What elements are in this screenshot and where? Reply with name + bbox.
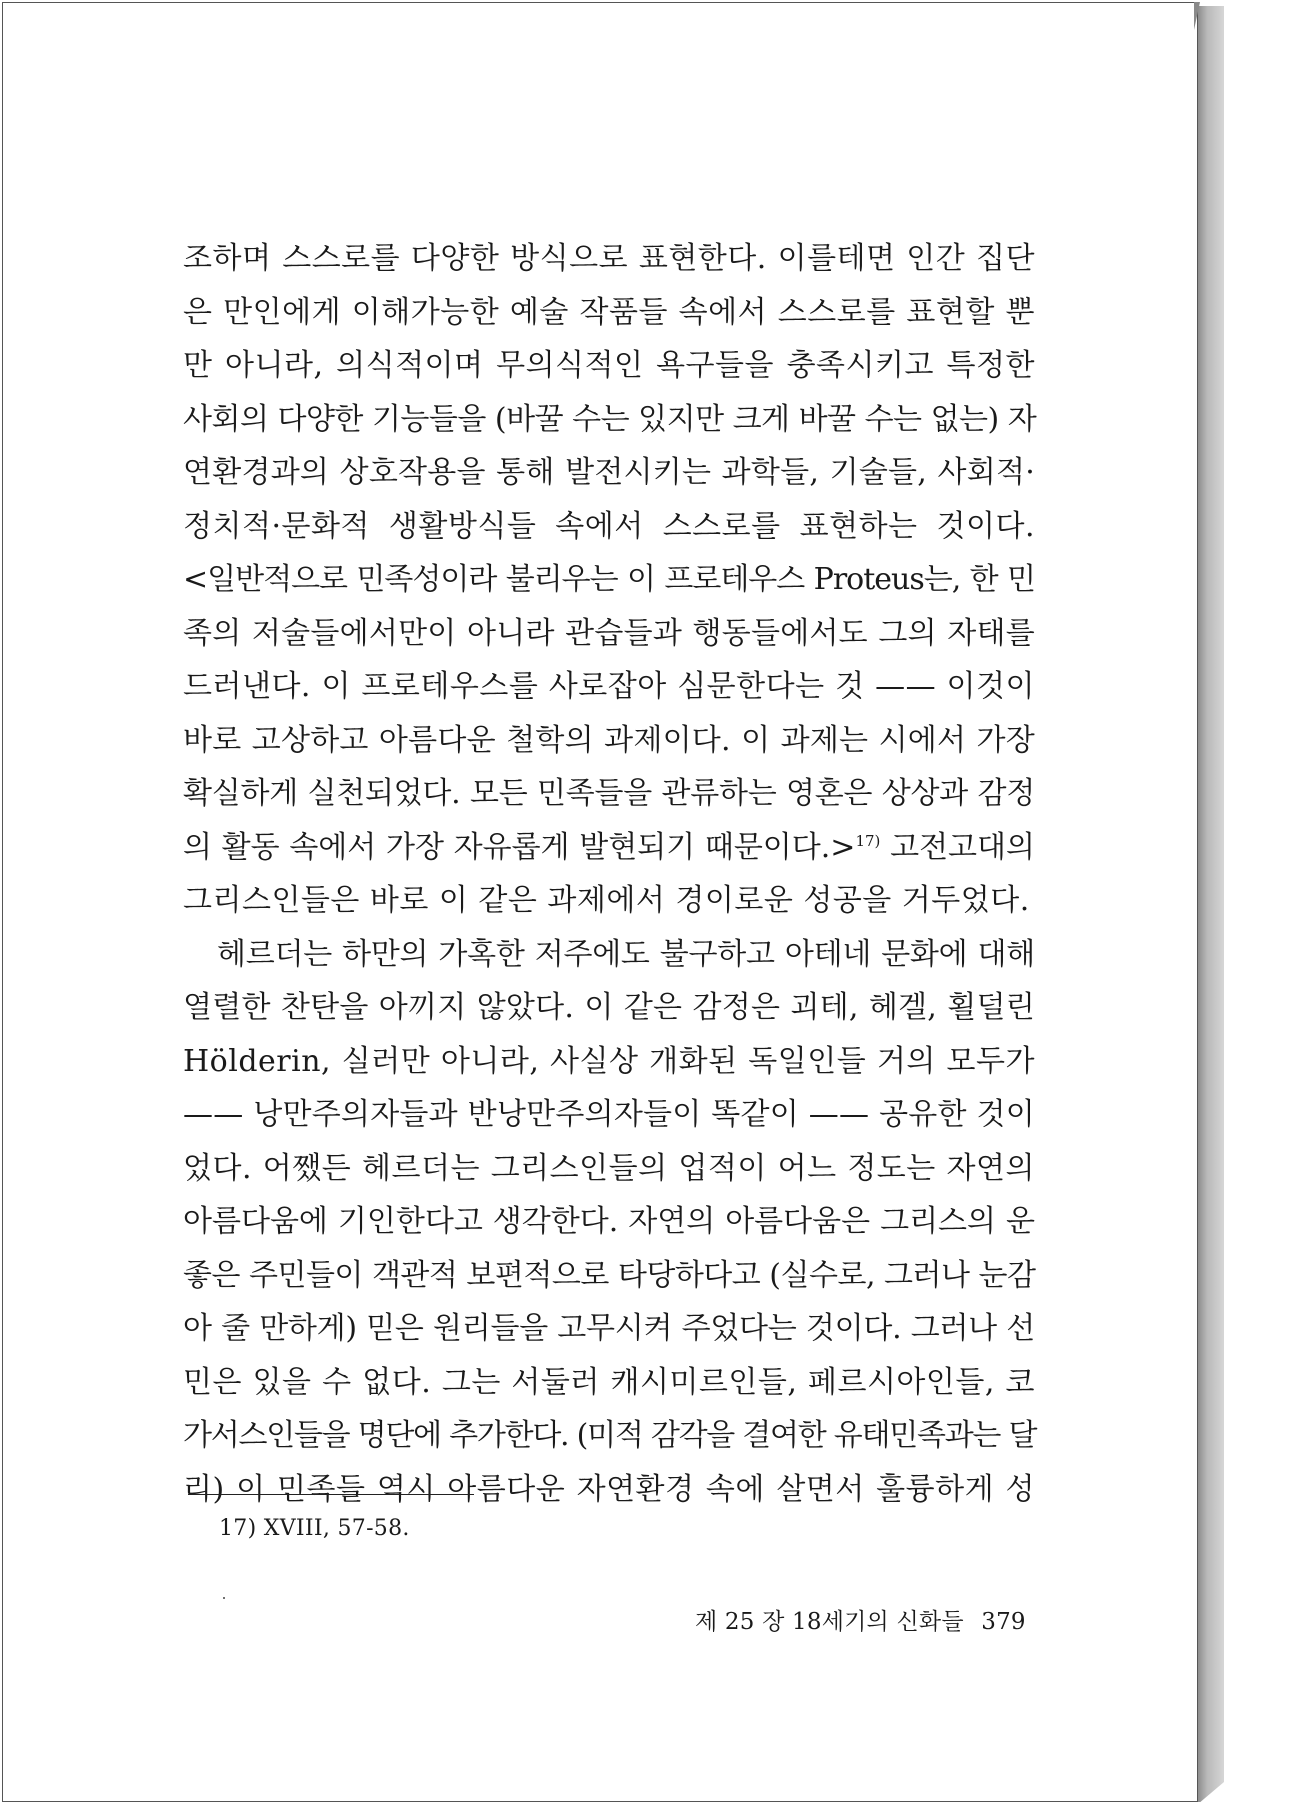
text-line: 은 만인에게 이해가능한 예술 작품들 속에서 스스로를 표현할 뿐 (183, 294, 1035, 330)
text-line: Hölderin, 실러만 아니라, 사실상 개화된 독일인들 거의 모두가 (183, 1043, 1035, 1079)
text-line: 좋은 주민들이 객관적 보편적으로 타당하다고 (실수로, 그러나 눈감 (183, 1257, 1036, 1293)
text-line: 연환경과의 상호작용을 통해 발전시키는 과학들, 기술들, 사회적· (183, 455, 1035, 490)
text-line: 사회의 다양한 기능들을 (바꿀 수는 있지만 크게 바꿀 수는 없는) 자 (183, 401, 1037, 437)
footnote: 17) XVIII, 57-58. (219, 1516, 410, 1541)
text-line: 바로 고상하고 아름다운 철학의 과제이다. 이 과제는 시에서 가장 (183, 722, 1035, 758)
text-line: 족의 저술들에서만이 아니라 관습들과 행동들에서도 그의 자태를 (183, 615, 1035, 651)
text-line: 가서스인들을 명단에 추가한다. (미적 감각을 결여한 유태민족과는 달 (183, 1418, 1037, 1453)
page-number: 379 (981, 1609, 1026, 1635)
text-line: 드러낸다. 이 프로테우스를 사로잡아 심문한다는 것 —— 이것이 (183, 669, 1035, 704)
text-line: 확실하게 실천되었다. 모든 민족들을 관류하는 영혼은 상상과 감정 (183, 776, 1035, 811)
text-line: 만 아니라, 의식적이며 무의식적인 욕구들을 충족시키고 특정한 (183, 348, 1035, 383)
footnote-reference[interactable]: 17) (855, 831, 881, 850)
chapter-label: 제 25 장 (695, 1609, 785, 1635)
text-line-with-footnote (183, 821, 1035, 875)
page-edge-top-fold (1194, 2, 1200, 30)
text-line: 었다. 어쨌든 헤르더는 그리스인들의 업적이 어느 정도는 자연의 (183, 1150, 1035, 1186)
page-edge-shadow (1198, 6, 1224, 1802)
text-line: 민은 있을 수 없다. 그는 서둘러 캐시미르인들, 페르시아인들, 코 (183, 1364, 1035, 1400)
text-line-head: 의 활동 속에서 가장 자유롭게 발현되기 때문이다.> (183, 829, 856, 865)
text-line: 열렬한 찬탄을 아끼지 않았다. 이 같은 감정은 괴테, 헤겔, 횔덜린 (183, 990, 1035, 1025)
text-line: <일반적으로 민족성이라 불리우는 이 프로테우스 Proteus는, 한 민 (183, 562, 1035, 597)
body-text (183, 232, 1035, 1516)
text-line: 조하며 스스로를 다양한 방식으로 표현한다. 이를테면 인간 집단 (183, 241, 1035, 276)
footnote-divider (188, 1494, 474, 1495)
text-line: 아름다움에 기인한다고 생각한다. 자연의 아름다움은 그리스의 운 (183, 1204, 1035, 1239)
text-line: 정치적·문화적 생활방식들 속에서 스스로를 표현하는 것이다. (183, 508, 1035, 544)
paragraph-start-line: 헤르더는 하만의 가혹한 저주에도 불구하고 아테네 문화에 대해 (217, 936, 1035, 972)
text-line: 리) 이 민족들 역시 아름다운 자연환경 속에 살면서 훌륭하게 성 (183, 1471, 1035, 1507)
page-edge-bottom-fold (1198, 1782, 1224, 1804)
text-line: —— 낭만주의자들과 반낭만주의자들이 똑같이 —— 공유한 것이 (183, 1097, 1036, 1132)
running-footer (695, 1604, 1026, 1640)
print-speck (223, 1597, 225, 1599)
paragraph-end-line: 그리스인들은 바로 이 같은 과제에서 경이로운 성공을 거두었다. (183, 883, 1030, 918)
text-line-tail: 고전고대의 (880, 829, 1036, 865)
chapter-title: 18세기의 신화들 (792, 1609, 964, 1635)
text-line: 아 줄 만하게) 믿은 원리들을 고무시켜 주었다는 것이다. 그러나 선 (183, 1311, 1035, 1346)
